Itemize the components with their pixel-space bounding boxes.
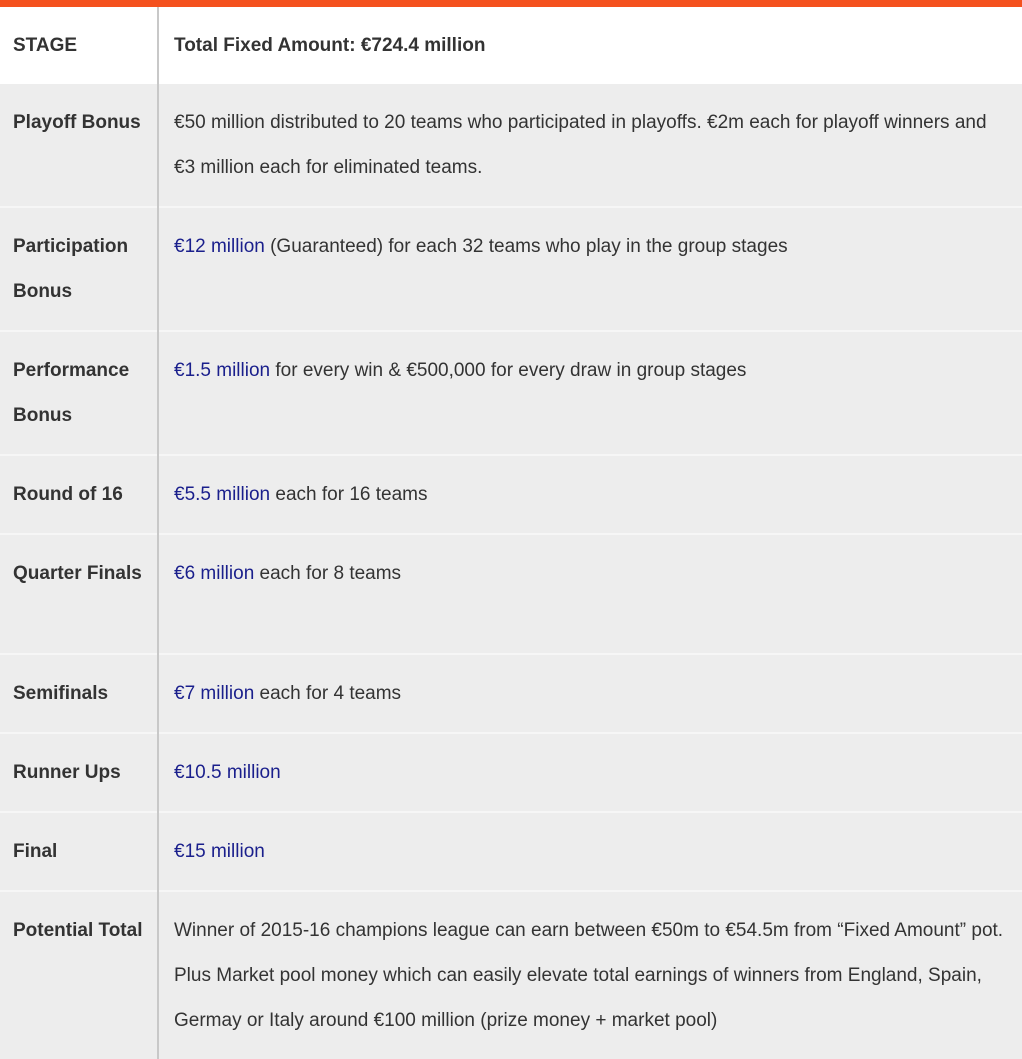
stage-cell: Participation Bonus bbox=[0, 207, 158, 331]
detail-cell bbox=[158, 207, 1022, 331]
stage-cell: Semifinals bbox=[0, 654, 158, 733]
stage-cell: Potential Total bbox=[0, 891, 158, 1059]
detail-text: €50 million distributed to 20 teams who participated in playoffs. €2m each for playoff winners and €3 million each for eliminated teams. bbox=[174, 112, 987, 178]
header-total-fixed-amount: Total Fixed Amount: €724.4 million bbox=[174, 35, 486, 56]
stage-cell: Runner Ups bbox=[0, 733, 158, 812]
table-row bbox=[0, 84, 1022, 207]
detail-cell bbox=[158, 84, 1022, 207]
detail-text: each for 16 teams bbox=[270, 484, 428, 505]
detail-cell bbox=[158, 812, 1022, 891]
detail-text: each for 8 teams bbox=[254, 563, 402, 584]
detail-text: for every win & €500,000 for every draw in group stages bbox=[270, 360, 747, 381]
detail-text: (Guaranteed) for each 32 teams who play in the group stages bbox=[264, 236, 788, 257]
table-row bbox=[0, 812, 1022, 891]
stage-cell: Quarter Finals bbox=[0, 534, 158, 654]
amount-text: €15 million bbox=[174, 841, 265, 862]
amount-text: €10.5 million bbox=[174, 762, 281, 783]
amount-text: €1.5 million bbox=[174, 360, 271, 381]
stage-cell: Final bbox=[0, 812, 158, 891]
table-row bbox=[0, 733, 1022, 812]
detail-cell bbox=[158, 331, 1022, 455]
table-row bbox=[0, 891, 1022, 1059]
detail-cell bbox=[158, 534, 1022, 654]
stage-cell: Performance Bonus bbox=[0, 331, 158, 455]
table-header-row bbox=[0, 7, 1022, 84]
table-row bbox=[0, 207, 1022, 331]
amount-text: €5.5 million bbox=[174, 484, 271, 505]
table-row bbox=[0, 331, 1022, 455]
stage-cell: Playoff Bonus bbox=[0, 84, 158, 207]
amount-text: €7 million bbox=[174, 683, 255, 704]
top-accent-bar bbox=[0, 0, 1022, 7]
stage-cell: Round of 16 bbox=[0, 455, 158, 534]
table-row bbox=[0, 534, 1022, 654]
prize-money-table bbox=[0, 7, 1022, 1059]
detail-cell bbox=[158, 455, 1022, 534]
header-stage: STAGE bbox=[0, 7, 158, 84]
detail-cell bbox=[158, 733, 1022, 812]
detail-text: each for 4 teams bbox=[254, 683, 402, 704]
amount-text: €12 million bbox=[174, 236, 265, 257]
table-row bbox=[0, 455, 1022, 534]
table-row bbox=[0, 654, 1022, 733]
amount-text: €6 million bbox=[174, 563, 255, 584]
detail-text: Winner of 2015-16 champions league can earn between €50m to €54.5m from “Fixed Amount” pot. Plus Market pool money which can easily elevate total earnings of winners from England, Spain, Germay or Italy around €100 million (prize money + market pool) bbox=[174, 920, 1004, 1031]
detail-cell bbox=[158, 891, 1022, 1059]
detail-cell bbox=[158, 654, 1022, 733]
